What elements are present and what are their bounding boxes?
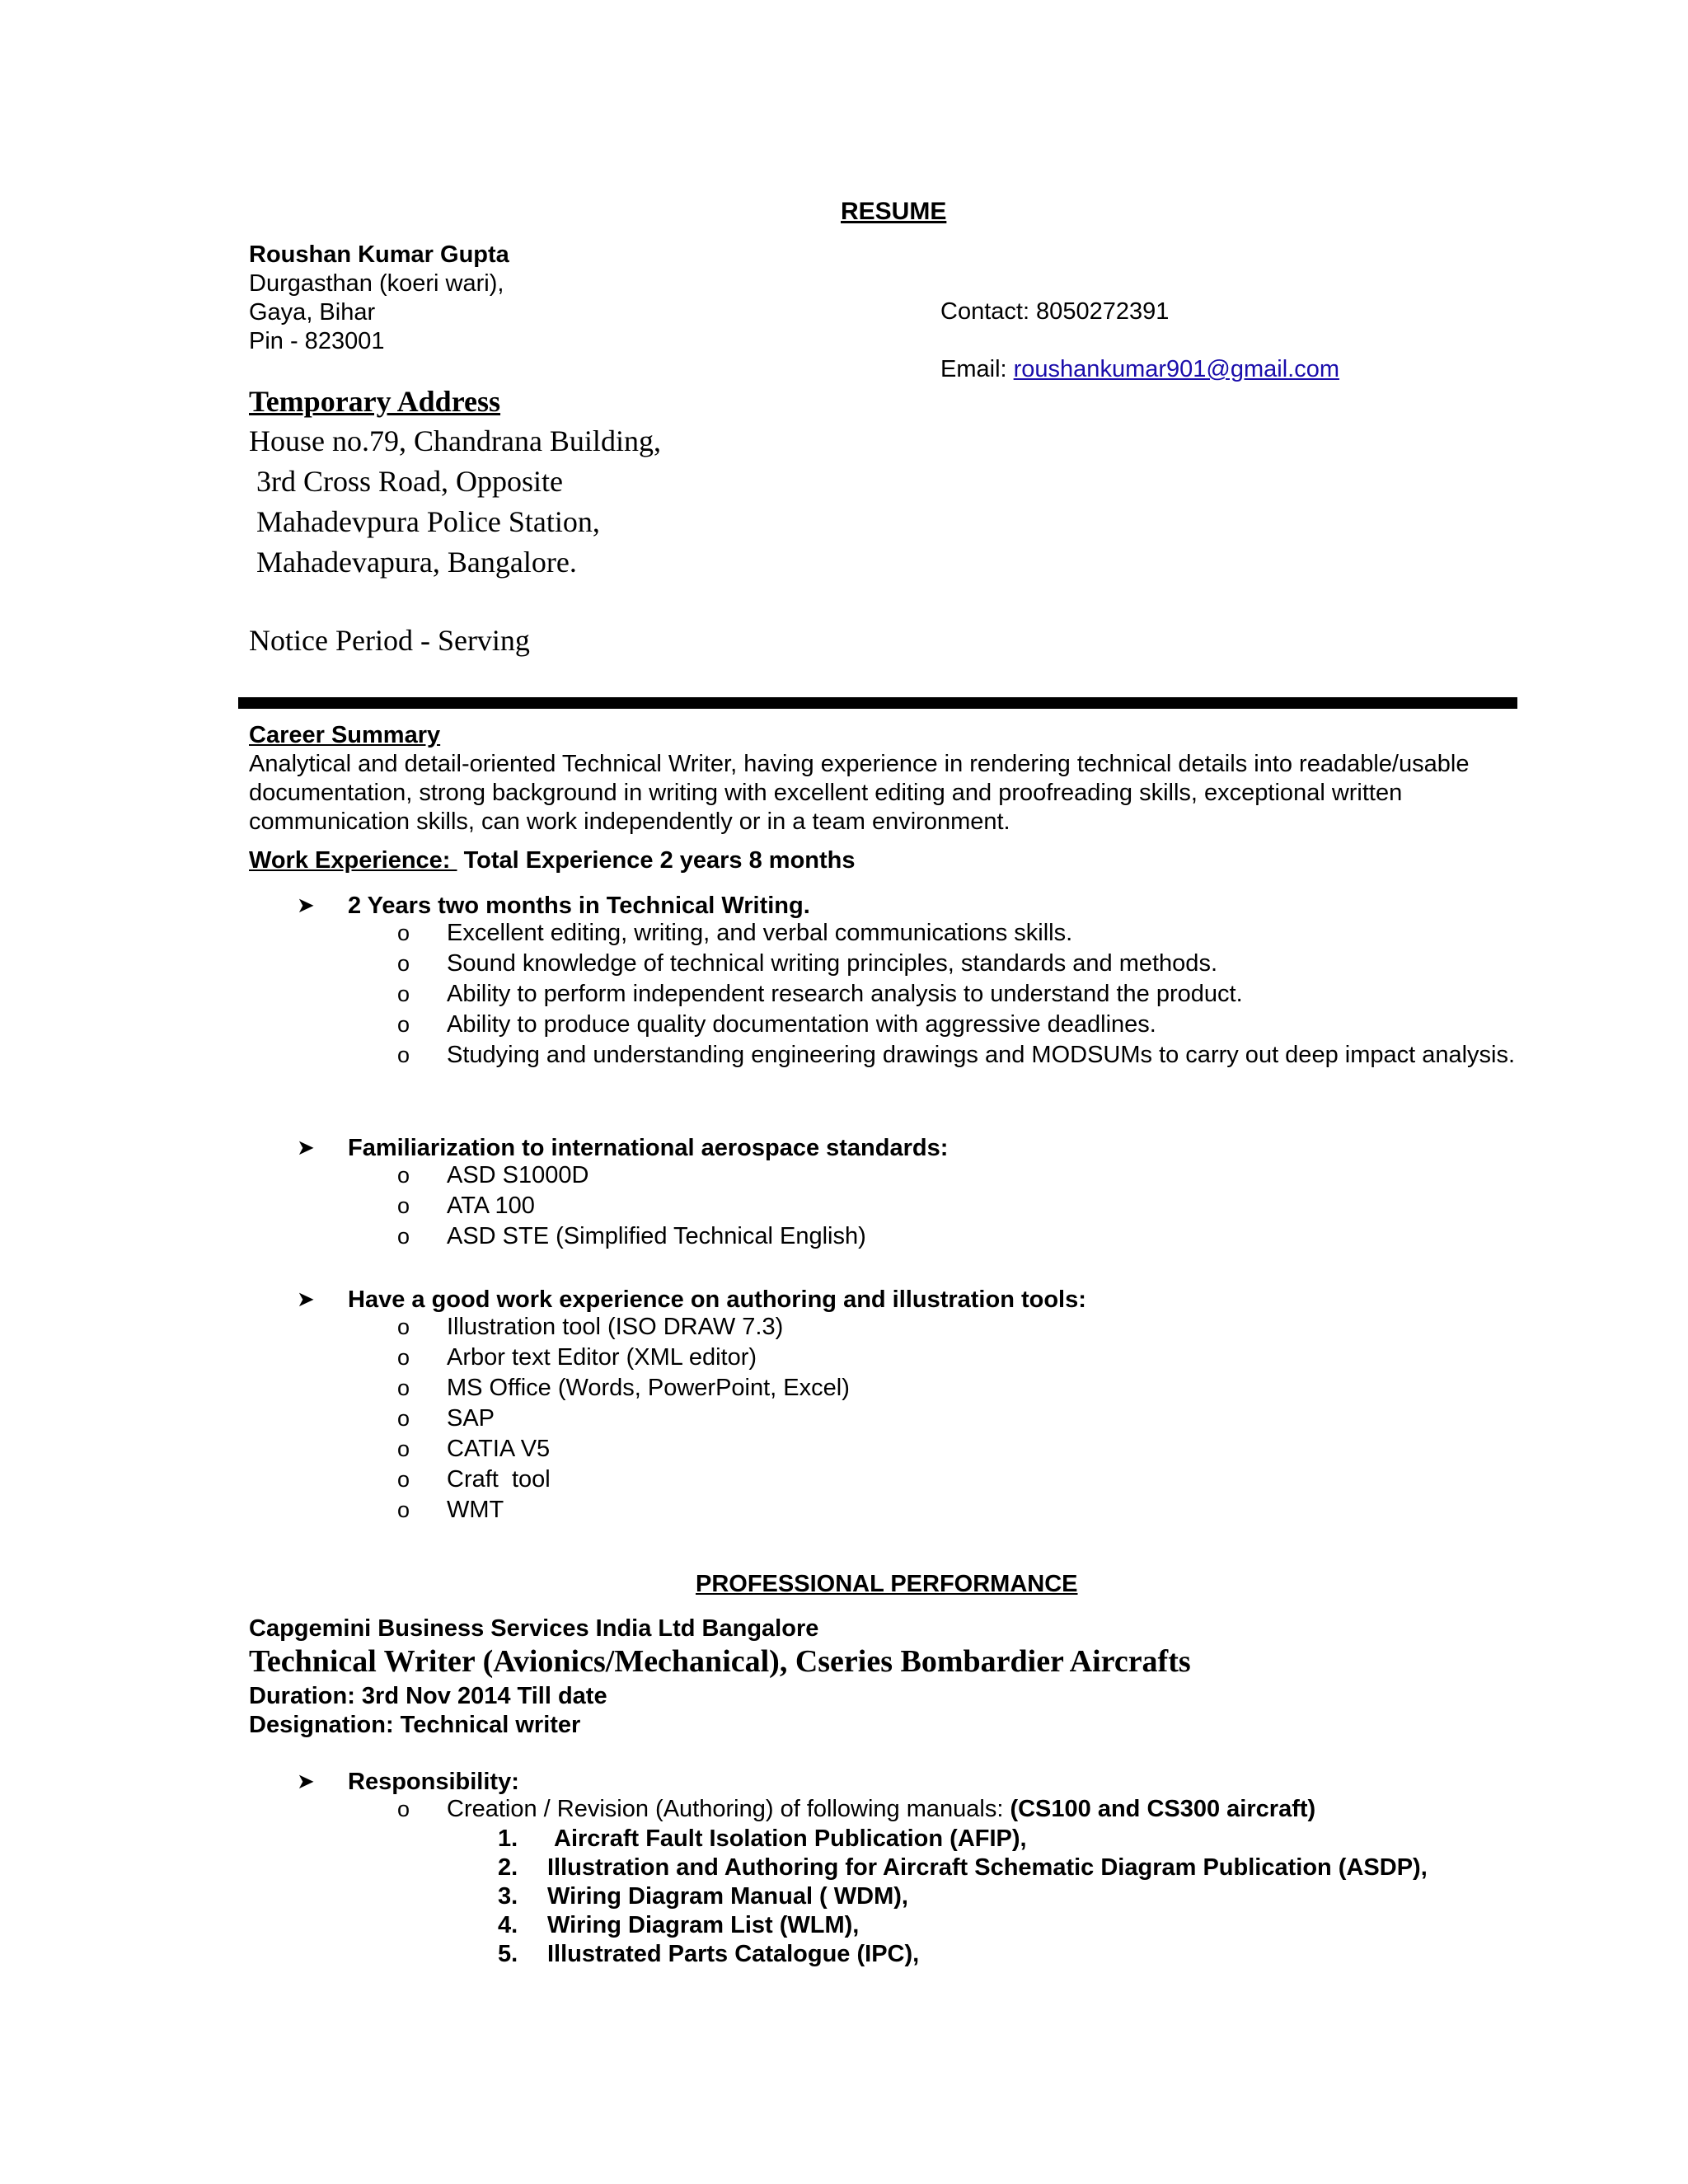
arrow-bullet-icon: ➤ (297, 1135, 315, 1160)
list-item: o CATIA V5 (249, 1434, 1535, 1465)
job-duration: Duration: 3rd Nov 2014 Till date (249, 1683, 607, 1709)
section-heading: 2 Years two months in Technical Writing. (348, 893, 810, 919)
circle-bullet-icon: o (397, 1315, 410, 1339)
permanent-address (249, 241, 509, 356)
job-designation: Designation: Technical writer (249, 1712, 581, 1738)
circle-bullet-icon: o (397, 982, 410, 1006)
career-summary-text: Analytical and detail-oriented Technical Writer, having experience in rendering technical details into readable/usable documentation, strong background in writing with excellent editing and proofreading skills, exceptional written communication skills, can work independently or in a team environment. (249, 751, 1470, 835)
list-item: o ASD STE (Simplified Technical English) (249, 1221, 1535, 1252)
section-heading: Have a good work experience on authoring and illustration tools: (348, 1286, 1086, 1313)
list-item: o SAP (249, 1404, 1535, 1434)
phone-contact: Contact: 8050272391 (940, 298, 1170, 325)
work-experience-label: Work Experience: (249, 847, 457, 874)
email-label: Email: (940, 356, 1007, 382)
temporary-address (249, 421, 661, 583)
circle-bullet-icon: o (397, 1163, 410, 1188)
experience-section (249, 1135, 1535, 1252)
manual-item: 1. Aircraft Fault Isolation Publication (AFIP), (498, 1825, 1027, 1852)
circle-bullet-icon: o (397, 1193, 410, 1218)
total-experience: Total Experience 2 years 8 months (457, 847, 856, 874)
circle-bullet-icon: o (397, 1797, 410, 1821)
resume-title: RESUME (841, 198, 947, 225)
list-item: o Ability to produce quality documentation with aggressive deadlines. (249, 1010, 1535, 1040)
list-item: o Illustration tool (ISO DRAW 7.3) (249, 1312, 1535, 1343)
temporary-address-line: 3rd Cross Road, Opposite (249, 465, 563, 498)
circle-bullet-icon: o (397, 1345, 410, 1370)
manual-item: 4. Wiring Diagram List (WLM), (498, 1912, 860, 1938)
list-item: o Excellent editing, writing, and verbal communications skills. (249, 918, 1535, 949)
circle-bullet-icon: o (397, 1497, 410, 1522)
address-line: Gaya, Bihar (249, 299, 376, 326)
temporary-address-heading: Temporary Address (249, 385, 501, 418)
arrow-bullet-icon: ➤ (297, 893, 315, 917)
notice-period: Notice Period - Serving (249, 624, 530, 657)
professional-performance-heading: PROFESSIONAL PERFORMANCE (696, 1571, 1078, 1597)
temporary-address-line: Mahadevpura Police Station, (249, 505, 600, 538)
list-item: o Craft tool (249, 1465, 1535, 1495)
circle-bullet-icon: o (397, 1376, 410, 1400)
aircraft-models: (CS100 and CS300 aircraft) (1010, 1796, 1316, 1822)
manual-item: 5. Illustrated Parts Catalogue (IPC), (498, 1941, 920, 1967)
list-item: o ATA 100 (249, 1191, 1535, 1221)
section-heading: Familiarization to international aerospace standards: (348, 1135, 949, 1161)
career-summary-heading: Career Summary (249, 722, 441, 748)
contact-block (940, 298, 1339, 384)
address-line: Durgasthan (koeri wari), (249, 270, 504, 297)
job-role: Technical Writer (Avionics/Mechanical), Cseries Bombardier Aircrafts (249, 1644, 1191, 1679)
circle-bullet-icon: o (397, 1467, 410, 1492)
circle-bullet-icon: o (397, 1224, 410, 1249)
circle-bullet-icon: o (397, 1436, 410, 1461)
arrow-bullet-icon: ➤ (297, 1769, 315, 1793)
list-item: o Arbor text Editor (XML editor) (249, 1343, 1535, 1373)
circle-bullet-icon: o (397, 951, 410, 976)
temporary-address-line: House no.79, Chandrana Building, (249, 424, 661, 457)
manual-item: 3. Wiring Diagram Manual ( WDM), (498, 1883, 908, 1910)
temporary-address-line: Mahadevapura, Bangalore. (249, 546, 577, 579)
experience-section (249, 1286, 1535, 1526)
arrow-bullet-icon: ➤ (297, 1286, 315, 1311)
section-heading: Responsibility: (348, 1769, 519, 1795)
company-name: Capgemini Business Services India Ltd Bangalore (249, 1615, 819, 1642)
email-row (940, 355, 1339, 384)
address-line: Pin - 823001 (249, 328, 385, 354)
list-item: o Studying and understanding engineering drawings and MODSUMs to carry out deep impact analysis. (249, 1040, 1535, 1071)
experience-section (249, 893, 1535, 1071)
work-experience-heading (249, 847, 856, 874)
list-item: o WMT (249, 1495, 1535, 1526)
circle-bullet-icon: o (397, 1406, 410, 1431)
list-item: o Sound knowledge of technical writing principles, standards and methods. (249, 949, 1535, 979)
circle-bullet-icon: o (397, 921, 410, 945)
list-item (249, 1794, 1535, 1825)
responsibility-section (249, 1769, 1535, 1969)
section-divider (238, 697, 1517, 709)
candidate-name: Roushan Kumar Gupta (249, 241, 509, 268)
list-item: o Ability to perform independent research analysis to understand the product. (249, 979, 1535, 1010)
manual-item: 2. Illustration and Authoring for Aircraft Schematic Diagram Publication (ASDP), (498, 1854, 1428, 1881)
circle-bullet-icon: o (397, 1043, 410, 1067)
email-link[interactable]: roushankumar901@gmail.com (1013, 356, 1339, 382)
circle-bullet-icon: o (397, 1012, 410, 1037)
creation-text: Creation / Revision (Authoring) of following manuals: (447, 1796, 1010, 1822)
list-item: o MS Office (Words, PowerPoint, Excel) (249, 1373, 1535, 1404)
list-item: o ASD S1000D (249, 1160, 1535, 1191)
